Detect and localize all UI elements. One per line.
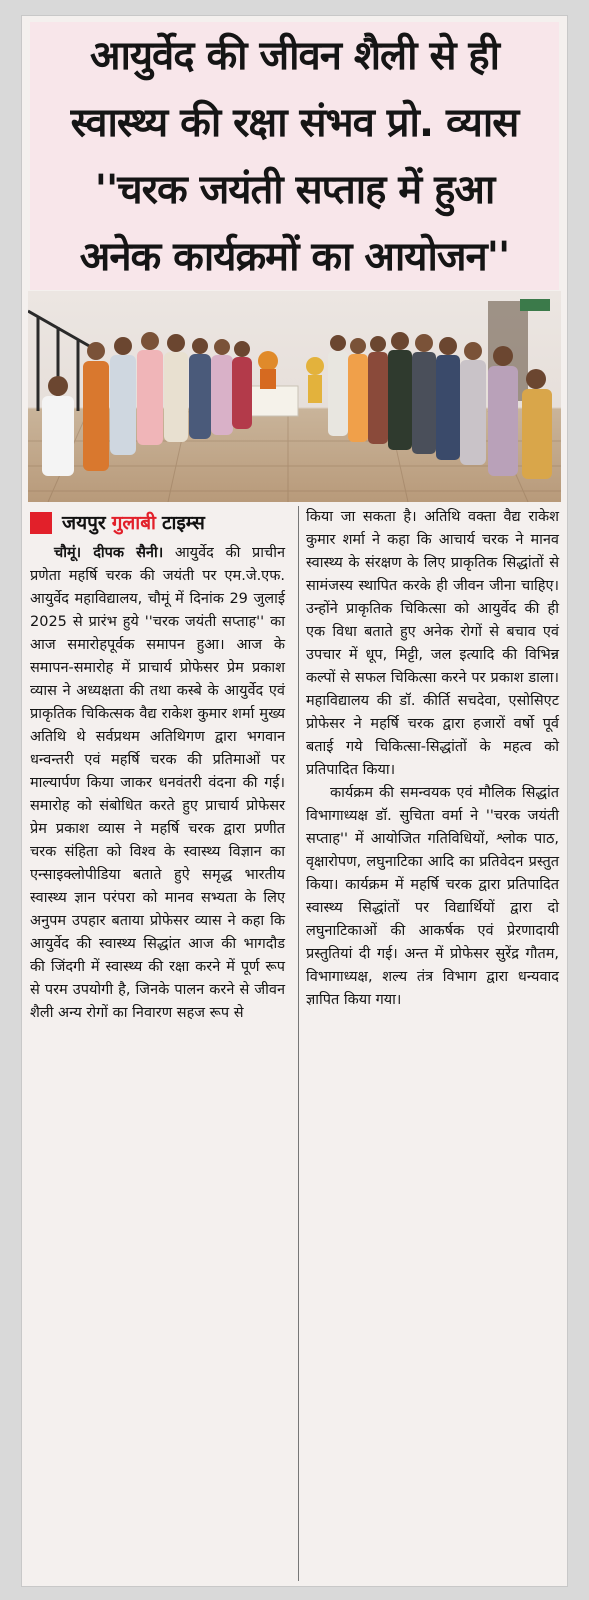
- article-left-column: [30, 506, 285, 1025]
- article-paragraph-final: कार्यक्रम की समन्वयक एवं मौलिक सिद्धांत विभागाध्यक्ष डॉ. सुचिता वर्मा ने ''चरक जयंती सप्ताह'' में आयोजित गतिविधियों, श्लोक पाठ, वृक्षारोपण, लघुनाटिका आदि का प्रतिवेदन प्रस्तुत किया। कार्यक्रम में महर्षि चरक द्वारा प्रतिपादित स्वास्थ्य सिद्धांतों पर विद्यार्थियों द्वारा दो लघुनाटिकाओं की आकर्षक एवं प्रेरणादायी प्रस्तुतियां दी गई। अन्त में प्रोफेसर सुरेंद्र गौतम, विभागाध्यक्ष, शल्य तंत्र विभाग द्वारा धन्यवाद ज्ञापित किया गया।: [306, 785, 559, 1008]
- article-paragraph-continued: किया जा सकता है। अतिथि वक्ता वैद्य राकेश कुमार शर्मा ने कहा कि आचार्य चरक ने मानव स्वास्थ्य के संरक्षण के लिए प्राकृतिक सिद्धांतों से सामंजस्य स्थापित करके ही जीवन जीना चाहिए। उन्होंने प्राकृतिक चिकित्सा को आयुर्वेद की ही एक विधा बताते हुए अनेक रोगों से बचाव एवं उपचार में धूप, मिट्टी, जल इत्यादि की विभिन्न कल्पों से सफल चिकित्सा करने पर प्रकाश डाला। महाविद्यालय की डॉ. कीर्ति सचदेवा, एसोसिएट प्रोफेसर ने महर्षि चरक द्वारा हजारों वर्षो पूर्व बताई गये चिकित्सा-सिद्धांतों के महत्व को प्रतिपादित किया।: [306, 509, 559, 778]
- masthead-word-1: जयपुर: [62, 511, 106, 534]
- event-group-photo: [28, 291, 561, 502]
- article-paragraph: [30, 542, 285, 1025]
- newspaper-clipping: [22, 16, 567, 1586]
- masthead-word-3: टाइम्स: [161, 511, 205, 534]
- headline-line-1: आयुर्वेद की जीवन शैली से ही: [89, 32, 500, 79]
- column-divider: [298, 506, 299, 1581]
- headline-line-4: अनेक कार्यक्रमों का आयोजन'': [79, 233, 510, 280]
- headline-block: [30, 22, 559, 290]
- masthead-word-2: गुलाबी: [111, 511, 156, 534]
- red-square-icon: [30, 512, 52, 534]
- group-photo-illustration: [28, 291, 561, 502]
- article-body-left: आयुर्वेद की प्राचीन प्रणेता महर्षि चरक की जयंती पर एम.जे.एफ. आयुर्वेद महाविद्यालय, चौमूं में दिनांक 29 जुलाई 2025 से प्रारंभ हुये ''चरक जयंती सप्ताह'' का आज समारोहपूर्वक समापन हुआ। आज के समापन-समारोह में प्राचार्य प्रोफेसर प्रेम प्रकाश व्यास ने अध्यक्षता की तथा कस्बे के आयुर्वेद एवं प्राकृतिक चिकित्सक वैद्य राकेश कुमार शर्मा मुख्य अतिथि थे सर्वप्रथम अतिथिगण द्वारा भगवान धन्वन्तरी एवं महर्षि चरक की प्रतिमाओं पर माल्यार्पण किया जाकर धनवंतरी वंदना की गई। समारोह को संबोधित करते हुए प्राचार्य प्रोफेसर प्रेम प्रकाश व्यास ने महर्षि चरक द्वारा प्रणीत चरक संहिता को विश्व के स्वास्थ्य विज्ञान का एन्साइक्लोपीडिया बताते हुऐ समृद्ध भारतीय स्वास्थ्य ज्ञान परंपरा को मानव सभ्यता के लिए अनुपम उपहार बताया प्रोफेसर व्यास ने कहा कि आयुर्वेद की स्वास्थ्य सिद्धांत आज की भागदौड की जिंदगी में स्वास्थ्य की रक्षा करने में पूर्ण रूप से परम उपयोगी है, जिनके पालन करने से जीवन शैली अन्य रोगों का निवारण सहज रूप से: [30, 545, 286, 1021]
- article-right-column: [306, 506, 559, 1012]
- headline-line-2: स्वास्थ्य की रक्षा संभव प्रो. व्यास: [70, 99, 519, 146]
- masthead: [30, 506, 285, 540]
- byline: चौमूं। दीपक सैनी।: [54, 545, 164, 561]
- headline-line-3: ''चरक जयंती सप्ताह में हुआ: [94, 166, 495, 213]
